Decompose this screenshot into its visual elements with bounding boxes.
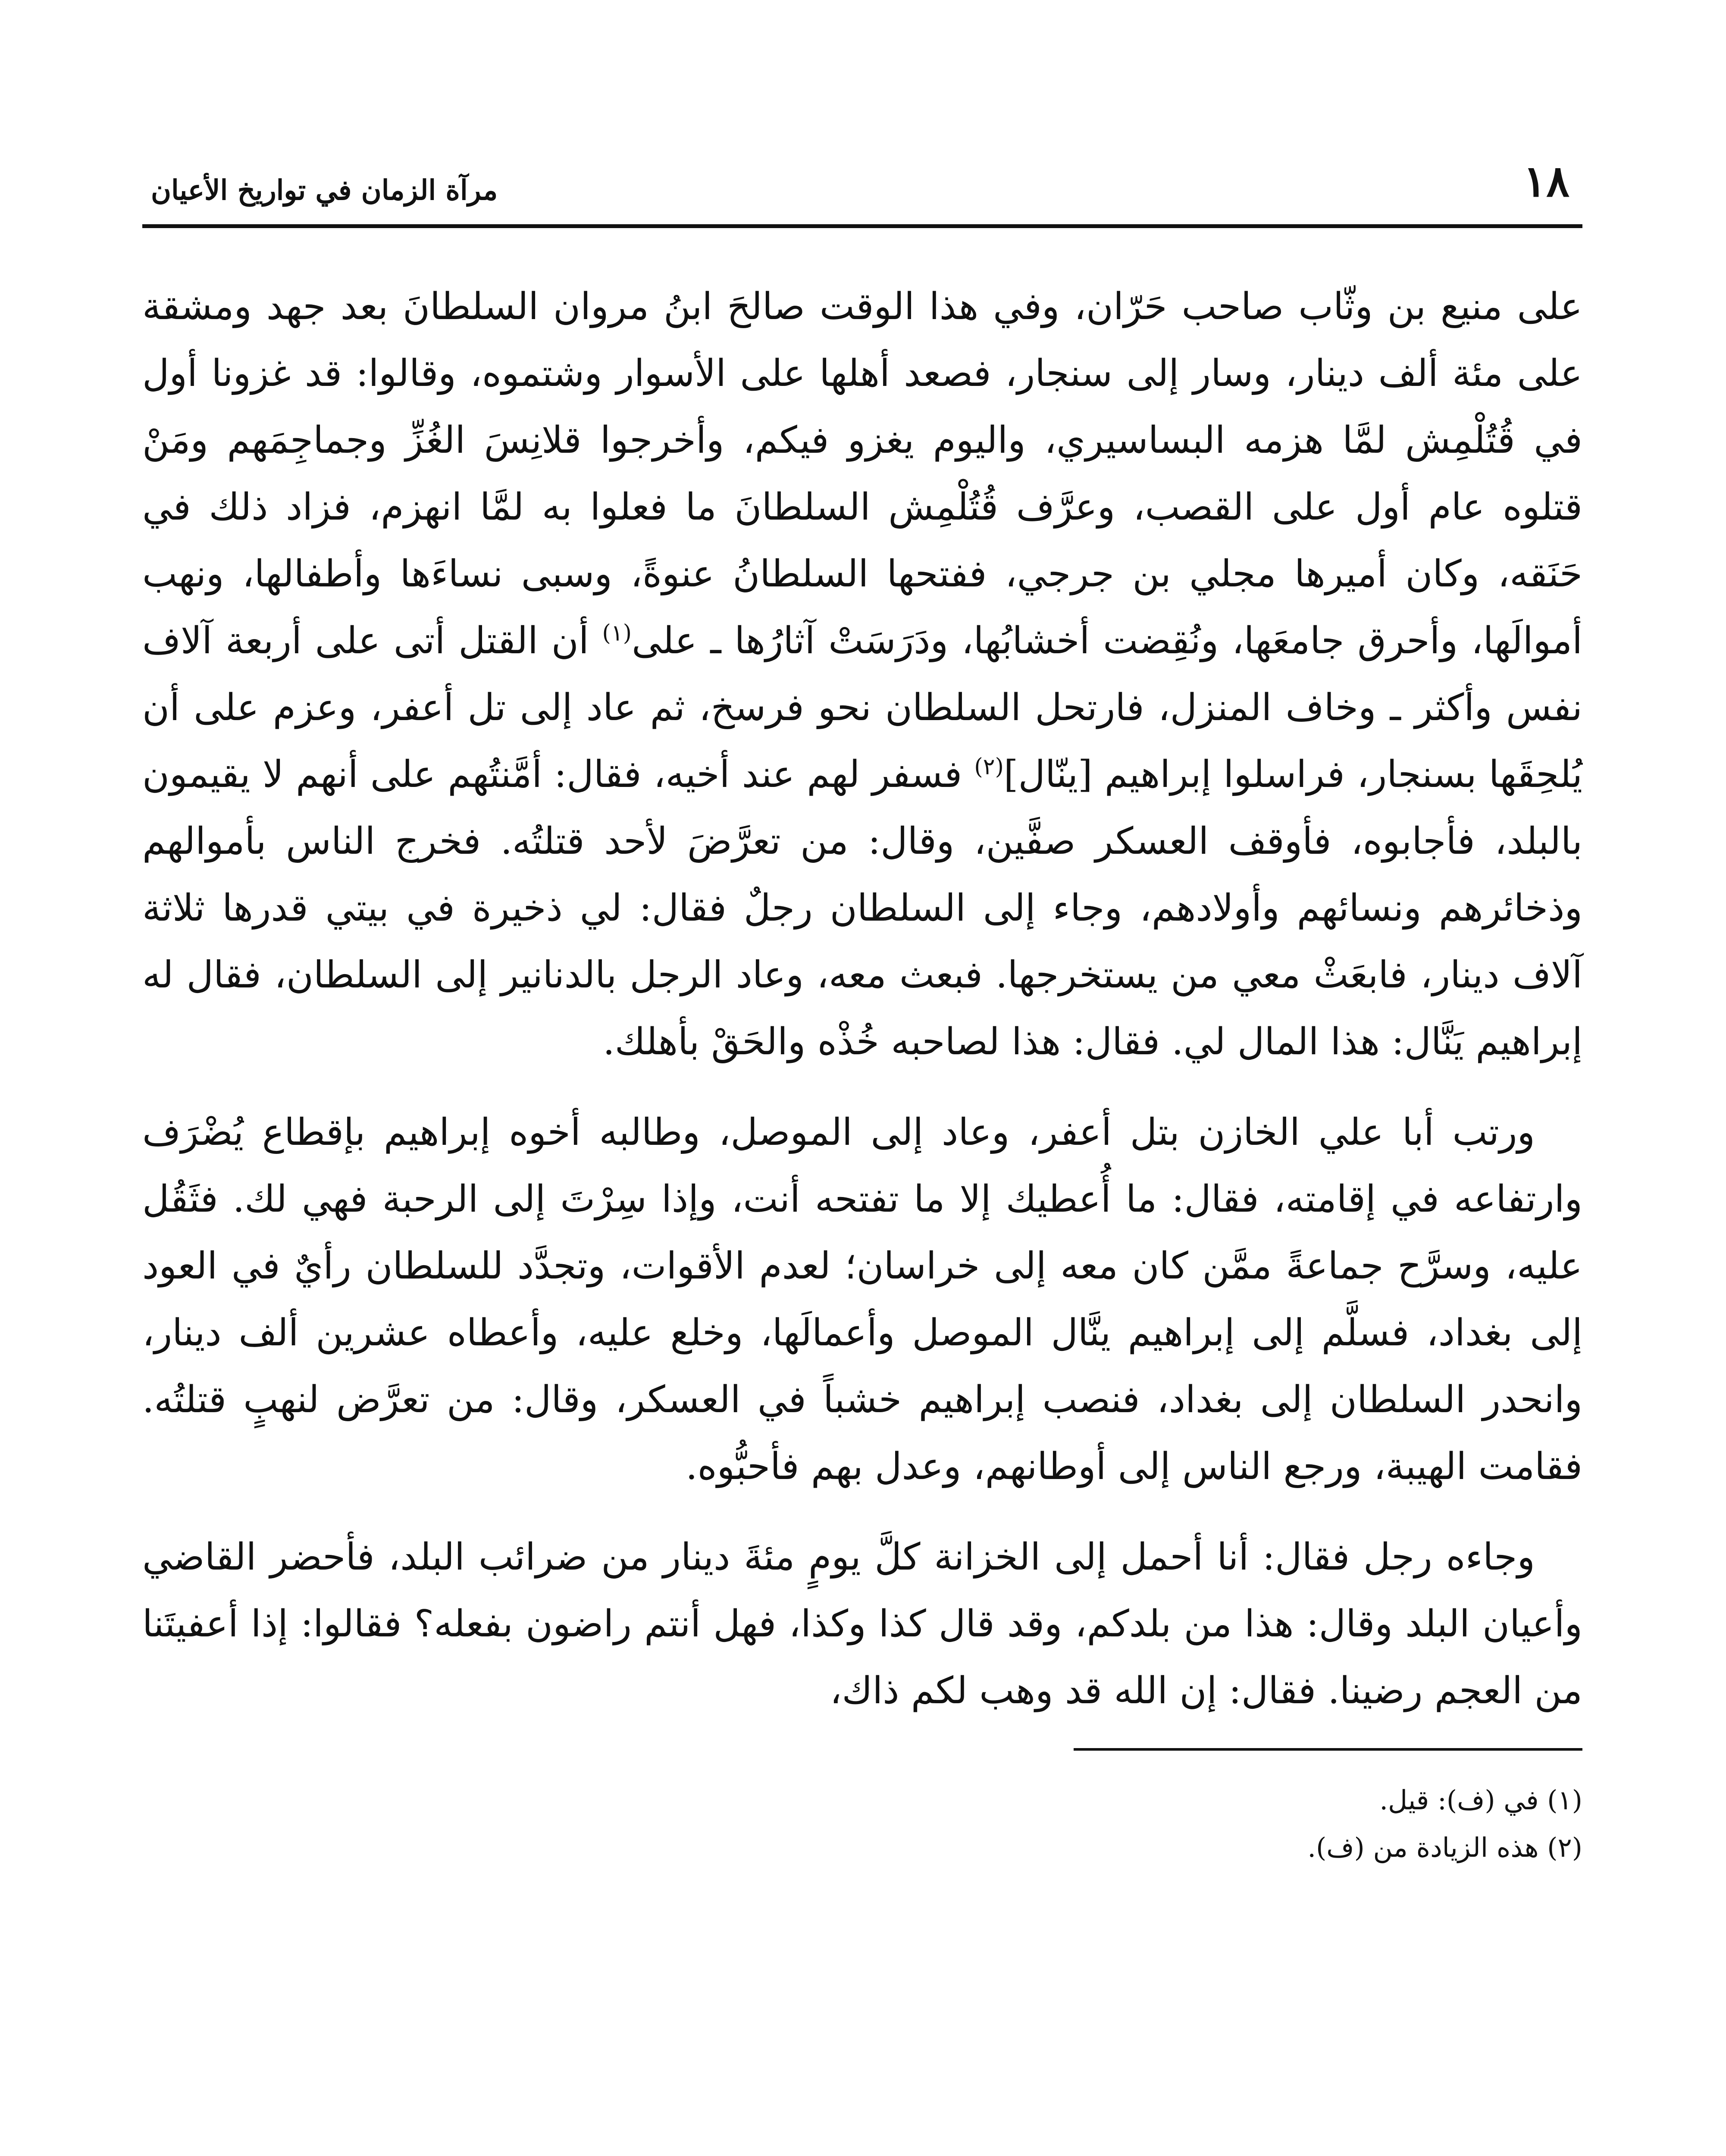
paragraph-1-part-a: على منيع بن وثّاب صاحب حَرّان، وفي هذا الوقت صالحَ ابنُ مروان السلطانَ بعد جهد ومشقة على مئة ألف دينار، وسار إلى سنجار، فصعد أهلها على الأسوار وشتموه، وقالوا: قد غزونا أول في قُتُلْمِش لمَّا هزمه البساسيري، واليوم يغزو فيكم، وأخرجوا قلانِسَ الغُزِّ وجماجِمَهم ومَنْ قتلوه عام أول على القصب، وعرَّف قُتُلْمِش السلطانَ ما فعلوا به لمَّا انهزم، فزاد ذلك في حَنَقه، وكان أميرها مجلي بن جرجي، ففتحها السلطانُ عنوةً، وسبى نساءَها وأطفالها، ونهب أموالَها، وأحرق جامعَها، ونُقِضت أخشابُها، ودَرَسَتْ آثارُها ـ على — [142, 285, 1582, 662]
page-number: ١٨ — [1523, 156, 1569, 207]
book-page — [142, 129, 1582, 2156]
main-text — [142, 273, 1582, 1724]
page-header — [142, 129, 1582, 228]
running-title: مرآة الزمان في تواريخ الأعيان — [151, 174, 498, 207]
footnote-divider — [1074, 1748, 1582, 1751]
footnotes — [142, 1777, 1582, 1871]
footnote-1: (١) في (ف): قيل. — [1379, 1784, 1582, 1816]
footnote-ref-1: (١) — [602, 620, 632, 646]
paragraph-1-part-c: فسفر لهم عند أخيه، فقال: أمَّنتُهم على أنهم لا يقيمون بالبلد، فأجابوه، فأوقف العسكر صفَّين، وقال: من تعرَّضَ لأحد قتلتُه. فخرج الناس بأموالهم وذخائرهم ونسائهم وأولادهم، وجاء إلى السلطان رجلٌ فقال: لي ذخيرة في بيتي قدرها ثلاثة آلاف دينار، فابعَثْ معي من يستخرجها. فبعث معه، وعاد الرجل بالدنانير إلى السلطان، فقال له إبراهيم يَنَّال: هذا المال لي. فقال: هذا لصاحبه خُذْه والحَقْ بأهلك. — [142, 753, 1582, 1063]
paragraph-1 — [142, 273, 1582, 1075]
paragraph-3: وجاءه رجل فقال: أنا أحمل إلى الخزانة كلَّ يومٍ مئةَ دينار من ضرائب البلد، فأحضر القاضي وأعيان البلد وقال: هذا من بلدكم، وقد قال كذا وكذا، فهل أنتم راضون بفعله؟ فقالوا: إذا أعفيتَنا من العجم رضينا. فقال: إن الله قد وهب لكم ذاك، — [142, 1536, 1582, 1712]
paragraph-2: ورتب أبا علي الخازن بتل أعفر، وعاد إلى الموصل، وطالبه أخوه إبراهيم بإقطاع يُضْرَف وارتفاعه في إقامته، فقال: ما أُعطيك إلا ما تفتحه أنت، وإذا سِرْتَ إلى الرحبة فهي لك. فثَقُل عليه، وسرَّح جماعةً ممَّن كان معه إلى خراسان؛ لعدم الأقوات، وتجدَّد للسلطان رأيٌ في العود إلى بغداد، فسلَّم إلى إبراهيم ينَّال الموصل وأعمالَها، وخلع عليه، وأعطاه عشرين ألف دينار، وانحدر السلطان إلى بغداد، فنصب إبراهيم خشباً في العسكر، وقال: من تعرَّض لنهبٍ قتلتُه. فقامت الهيبة، ورجع الناس إلى أوطانهم، وعدل بهم فأحبُّوه. — [142, 1111, 1582, 1488]
footnote-2: (٢) هذه الزيادة من (ف). — [1307, 1832, 1582, 1863]
paragraph-1-part-b: أن القتل أتى على أربعة آلاف نفس وأكثر ـ وخاف المنزل، فارتحل السلطان نحو فرسخ، ثم عاد إلى تل أعفر، وعزم على أن يُلحِقَها بسنجار، فراسلوا إبراهيم [ينّال] — [142, 619, 1583, 796]
footnote-ref-2: (٢) — [974, 754, 1004, 780]
